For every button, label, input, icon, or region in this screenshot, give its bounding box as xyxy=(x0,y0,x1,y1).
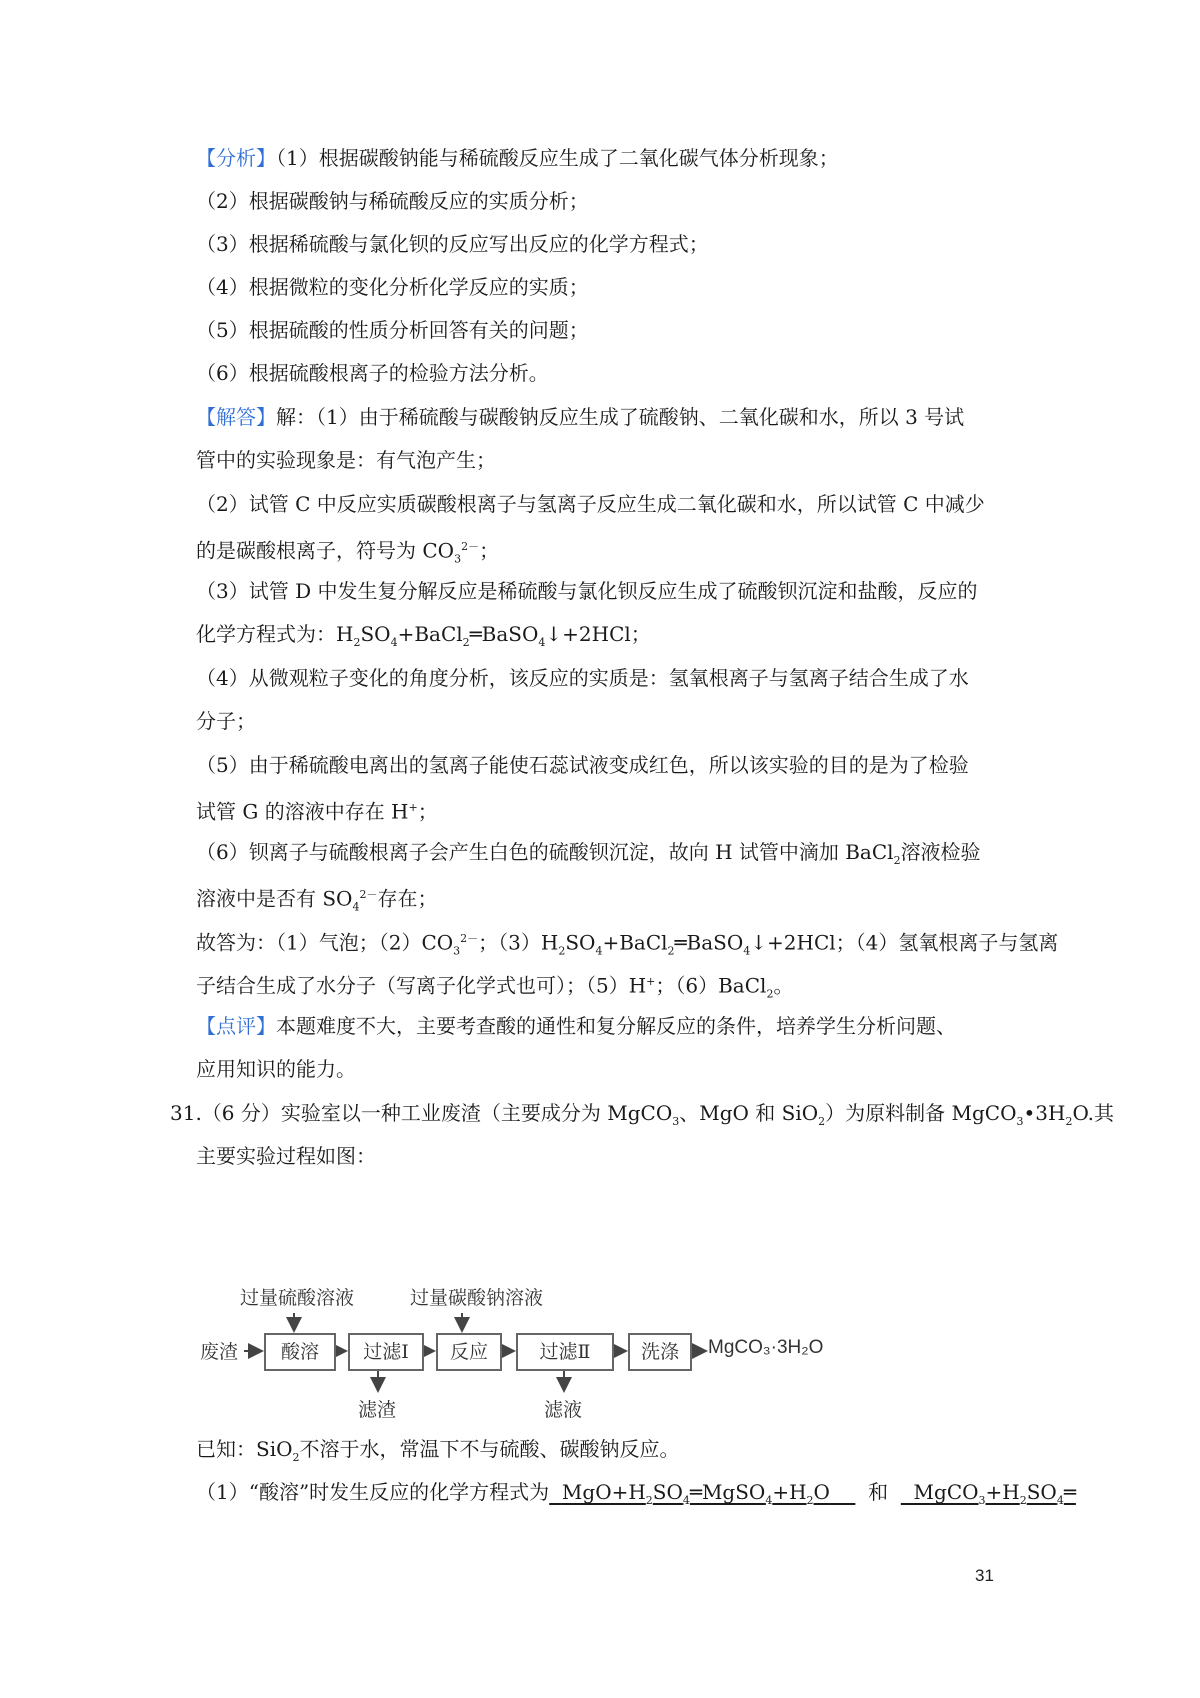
analysis-tag: 【分析】 xyxy=(196,146,276,170)
analysis-line-4: （4）根据微粒的变化分析化学反应的实质； xyxy=(196,275,589,299)
reagent-sulfuric-acid-label: 过量硫酸溶液 xyxy=(240,1287,355,1309)
question-31-line-1: 31.（6 分）实验室以一种工业废渣（主要成分为 MgCO$_3$、MgO 和 SiO$_2$）为原料制备 $MgCO_3•3H_2O$.其 xyxy=(170,1101,1115,1128)
known-condition-line: 已知：SiO$_2$不溶于水，常温下不与硫酸、碳酸钠反应。 xyxy=(196,1437,680,1464)
answer-line-3: （2）试管 C 中反应实质碳酸根离子与氢离子反应生成二氧化碳和水，所以试管 C 中减少 xyxy=(196,492,985,516)
answer-tag: 【解答】 xyxy=(196,405,276,429)
answer-blank-2: $MgCO_3+H_2SO_4═$ xyxy=(913,1480,1076,1507)
step-filter-2-box: 过滤Ⅱ xyxy=(516,1333,614,1371)
analysis-line-2: （2）根据碳酸钠与稀硫酸反应的实质分析； xyxy=(196,189,589,213)
answer-line-9: （5）由于稀硫酸电离出的氢离子能使石蕊试液变成红色，所以该实验的目的是为了检验 xyxy=(196,753,969,777)
page-number: 31 xyxy=(975,1566,994,1585)
step-acid-dissolve-box: 酸溶 xyxy=(264,1333,336,1371)
answer-line-1: 【解答】解：（1）由于稀硫酸与碳酸钠反应生成了硫酸钠、二氧化碳和水，所以 3 号试 xyxy=(196,405,965,429)
filter-residue-label: 滤渣 xyxy=(358,1399,397,1421)
answer-line-14: 子结合生成了水分子（写离子化学式也可）；（5）H+；（6）BaCl$_2$。 xyxy=(196,973,794,1001)
process-flow-diagram xyxy=(200,1275,920,1425)
question-31-part-1: （1）“酸溶”时发生反应的化学方程式为 $MgO+H_2SO_4═MgSO_4+H_2O$ 和 $MgCO_3+H_2SO_4═$ xyxy=(196,1480,1076,1507)
answer-blank-1: $MgO+H_2SO_4═MgSO_4+H_2O$ xyxy=(561,1480,830,1507)
review-line-1: 【点评】本题难度不大，主要考查酸的通性和复分解反应的条件，培养学生分析问题、 xyxy=(196,1014,956,1038)
analysis-line-1: 【分析】（1）根据碳酸钠能与稀硫酸反应生成了二氧化碳气体分析现象； xyxy=(196,146,839,170)
answer-line-12: 溶液中是否有 $SO_4^{2-}$存在； xyxy=(196,886,438,914)
answer-line-8: 分子； xyxy=(196,709,256,733)
answer-line-10: 试管 G 的溶液中存在 H+； xyxy=(196,799,438,824)
reagent-sodium-carbonate-label: 过量碳酸钠溶液 xyxy=(410,1287,544,1309)
answer-line-11: （6）钡离子与硫酸根离子会产生白色的硫酸钡沉淀，故向 H 试管中滴加 BaCl$_2$溶液检验 xyxy=(196,840,981,867)
analysis-line-5: （5）根据硫酸的性质分析回答有关的问题； xyxy=(196,318,589,342)
analysis-line-6: （6）根据硫酸根离子的检验方法分析。 xyxy=(196,361,549,385)
filtrate-label: 滤液 xyxy=(544,1399,583,1421)
step-react-box: 反应 xyxy=(436,1333,502,1371)
analysis-line-3: （3）根据稀硫酸与氯化钡的反应写出反应的化学方程式； xyxy=(196,232,709,256)
answer-line-13: 故答为：（1）气泡；$(2)CO_3^{2-}$；$(3)H_2SO_4+BaCl_2═BaSO_4↓+2HCl$；（4）氢氧根离子与氢离 xyxy=(196,930,1059,958)
input-waste-label: 废渣 xyxy=(200,1341,239,1363)
step-wash-box: 洗涤 xyxy=(628,1333,692,1371)
answer-line-7: （4）从微观粒子变化的角度分析，该反应的实质是：氢氧根离子与氢离子结合生成了水 xyxy=(196,666,969,690)
question-31-line-2: 主要实验过程如图： xyxy=(196,1144,376,1168)
answer-line-2: 管中的实验现象是：有气泡产生； xyxy=(196,448,496,472)
answer-line-5: （3）试管 D 中发生复分解反应是稀硫酸与氯化钡反应生成了硫酸钡沉淀和盐酸，反应的 xyxy=(196,579,978,603)
answer-line-6: 化学方程式为：$H_2SO_4+BaCl_2═BaSO_4↓+2HCl$； xyxy=(196,622,651,649)
review-tag: 【点评】 xyxy=(196,1014,276,1038)
product-label: MgCO₃·3H₂O xyxy=(708,1337,824,1358)
step-filter-1-box: 过滤Ⅰ xyxy=(348,1333,424,1371)
review-line-2: 应用知识的能力。 xyxy=(196,1057,356,1081)
answer-line-4: 的是碳酸根离子，符号为 $CO_3^{2-}$； xyxy=(196,538,500,566)
